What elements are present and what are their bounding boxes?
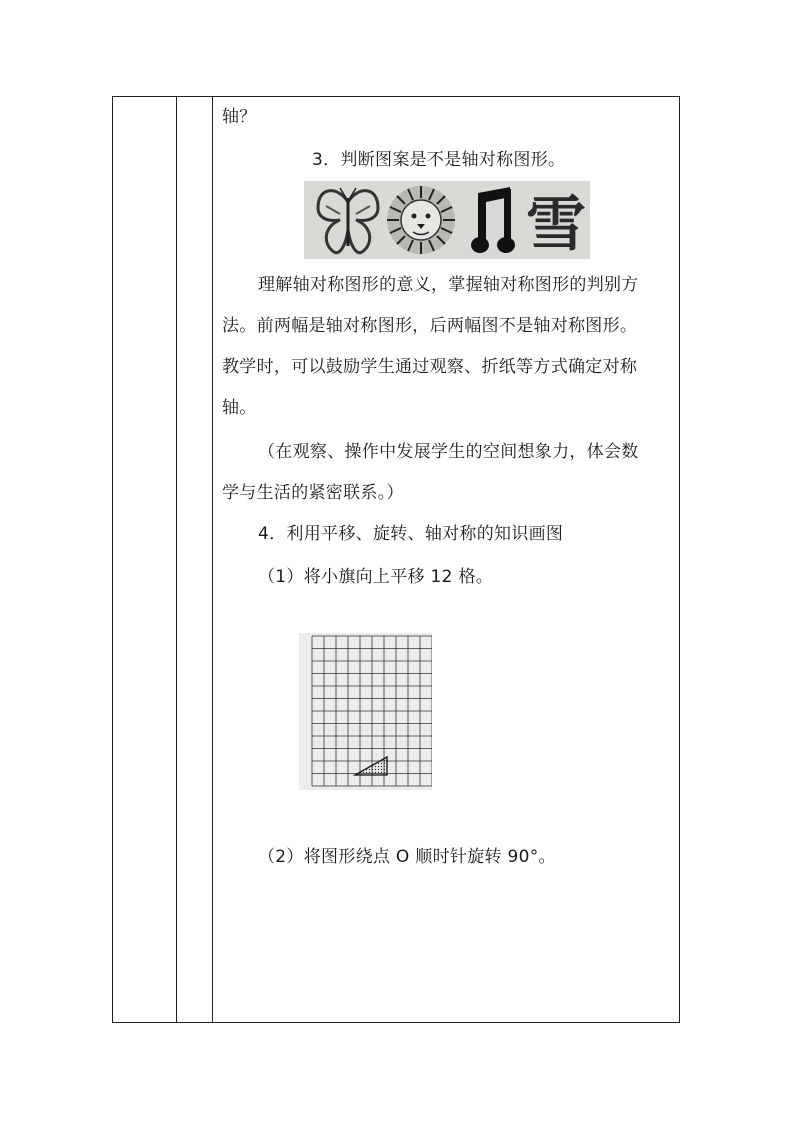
- column-divider-2: [212, 97, 213, 1022]
- question-3-title: 3．判断图案是不是轴对称图形。: [312, 150, 566, 170]
- text-line-1: 轴？: [222, 107, 257, 127]
- pattern-figure: [304, 181, 590, 259]
- explanation-line-2: 法。前两幅是轴对称图形，后两幅图不是轴对称图形。: [222, 316, 638, 336]
- butterfly-icon: [318, 188, 378, 253]
- subquestion-2: （2）将图形绕点 O 顺时针旋转 90°。: [258, 847, 556, 867]
- note-line-2: 学与生活的紧密联系。）: [222, 483, 404, 503]
- explanation-line-1: 理解轴对称图形的意义，掌握轴对称图形的判别方: [258, 275, 639, 295]
- grid-figure-svg: [299, 633, 432, 790]
- pattern-figure-svg: [304, 181, 590, 259]
- grid-figure: [299, 633, 432, 790]
- subquestion-1: （1）将小旗向上平移 12 格。: [258, 567, 494, 587]
- explanation-line-4: 轴。: [222, 398, 257, 418]
- lion-face-icon: [387, 186, 455, 254]
- column-divider-1: [176, 97, 177, 1022]
- grid-lines: [312, 636, 432, 786]
- music-note-icon: [471, 187, 515, 253]
- question-4-title: 4．利用平移、旋转、轴对称的知识画图: [258, 524, 564, 544]
- snow-character: 雪: [526, 190, 586, 259]
- explanation-line-3: 教学时，可以鼓励学生通过观察、折纸等方式确定对称: [222, 357, 638, 377]
- note-line-1: （在观察、操作中发展学生的空间想象力，体会数: [258, 442, 639, 462]
